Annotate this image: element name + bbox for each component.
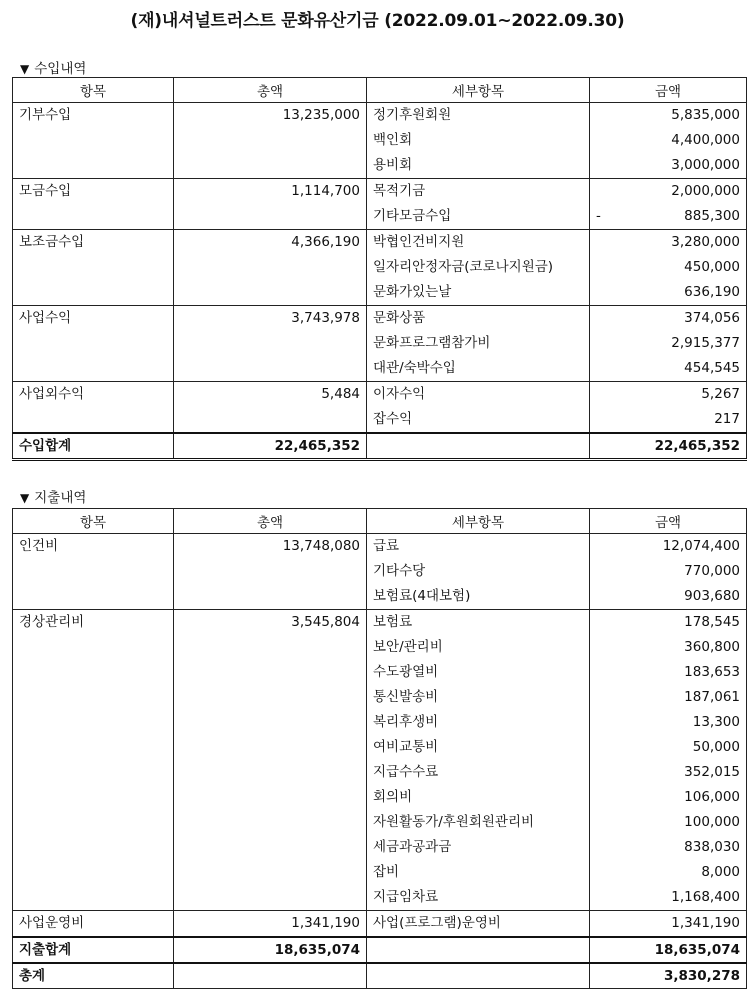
detail-name-cell: 보험료(4대보험)	[367, 584, 590, 610]
total-row	[13, 937, 747, 963]
item-name-cell: 경상관리비	[13, 610, 174, 636]
item-total-cell: 3,545,804	[174, 610, 367, 636]
detail-amount-cell	[590, 735, 747, 760]
item-name-cell	[13, 835, 174, 860]
detail-amount: 178,545	[684, 614, 740, 630]
table-row	[13, 710, 747, 735]
detail-amount: 903,680	[684, 588, 740, 604]
detail-name-cell: 용비회	[367, 153, 590, 179]
item-total-cell: 1,341,190	[174, 911, 367, 938]
detail-name-cell: 복리후생비	[367, 710, 590, 735]
item-name-cell	[13, 407, 174, 433]
detail-name-cell: 통신발송비	[367, 685, 590, 710]
detail-amount: 838,030	[684, 839, 740, 855]
detail-name-cell: 급료	[367, 534, 590, 560]
header-detail: 세부항목	[367, 509, 590, 534]
item-total-cell: 4,366,190	[174, 230, 367, 256]
item-name-cell: 보조금수입	[13, 230, 174, 256]
table-row	[13, 610, 747, 636]
total-sum: 18,635,074	[174, 937, 367, 963]
detail-name-cell: 문화가있는날	[367, 280, 590, 306]
item-total-cell	[174, 584, 367, 610]
detail-amount-cell	[590, 153, 747, 179]
expense-section-label	[20, 486, 86, 506]
table-row	[13, 660, 747, 685]
detail-amount-cell	[590, 760, 747, 785]
detail-amount-cell	[590, 128, 747, 153]
item-total-cell	[174, 685, 367, 710]
detail-amount: 217	[714, 411, 740, 427]
table-row	[13, 230, 747, 256]
detail-name-cell: 문화상품	[367, 306, 590, 332]
detail-name-cell: 잡비	[367, 860, 590, 885]
header-item: 항목	[13, 509, 174, 534]
item-name-cell: 기부수입	[13, 103, 174, 129]
detail-amount-cell	[590, 911, 747, 938]
detail-amount: 352,015	[684, 764, 740, 780]
table-row	[13, 559, 747, 584]
table-row	[13, 204, 747, 230]
detail-amount: 8,000	[701, 864, 740, 880]
table-row	[13, 128, 747, 153]
dash-mark: -	[596, 208, 601, 224]
detail-name-cell: 보안/관리비	[367, 635, 590, 660]
detail-amount-cell	[590, 306, 747, 332]
detail-amount-cell	[590, 331, 747, 356]
detail-amount-cell	[590, 810, 747, 835]
table-row	[13, 760, 747, 785]
expense-label: 지출내역	[34, 490, 87, 506]
detail-amount-cell	[590, 382, 747, 408]
item-name-cell: 인건비	[13, 534, 174, 560]
detail-amount: 187,061	[684, 689, 740, 705]
detail-name-cell: 박협인건비지원	[367, 230, 590, 256]
item-total-cell: 13,748,080	[174, 534, 367, 560]
total-detail-empty	[367, 433, 590, 460]
detail-amount: 5,835,000	[671, 107, 740, 123]
detail-name-cell: 자원활동가/후원회원관리비	[367, 810, 590, 835]
detail-amount: 450,000	[684, 259, 740, 275]
item-total-cell	[174, 331, 367, 356]
item-name-cell	[13, 810, 174, 835]
item-name-cell	[13, 153, 174, 179]
item-name-cell	[13, 785, 174, 810]
detail-amount-cell	[590, 610, 747, 636]
item-name-cell	[13, 685, 174, 710]
detail-amount-cell	[590, 660, 747, 685]
expense-table	[12, 508, 747, 989]
item-name-cell	[13, 885, 174, 911]
total-amount: 18,635,074	[590, 937, 747, 963]
item-name-cell	[13, 204, 174, 230]
item-total-cell	[174, 407, 367, 433]
item-name-cell	[13, 280, 174, 306]
table-row	[13, 885, 747, 911]
detail-amount: 50,000	[692, 739, 740, 755]
item-name-cell	[13, 128, 174, 153]
table-row	[13, 860, 747, 885]
header-amount: 금액	[590, 509, 747, 534]
detail-amount: 1,341,190	[671, 915, 740, 931]
item-total-cell	[174, 735, 367, 760]
item-name-cell	[13, 860, 174, 885]
detail-name-cell: 회의비	[367, 785, 590, 810]
item-name-cell	[13, 635, 174, 660]
detail-amount-cell	[590, 255, 747, 280]
header-total: 총액	[174, 509, 367, 534]
income-label: 수입내역	[34, 61, 87, 77]
triangle-down-icon: ▼	[20, 62, 30, 76]
detail-amount: 12,074,400	[662, 538, 740, 554]
detail-name-cell: 세금과공과금	[367, 835, 590, 860]
detail-name-cell: 지급임차료	[367, 885, 590, 911]
detail-amount: 2,000,000	[671, 183, 740, 199]
table-row	[13, 153, 747, 179]
detail-amount-cell	[590, 885, 747, 911]
income-section-label	[20, 57, 86, 77]
header-detail: 세부항목	[367, 78, 590, 103]
item-total-cell: 1,114,700	[174, 179, 367, 205]
detail-amount-cell	[590, 835, 747, 860]
item-total-cell	[174, 128, 367, 153]
detail-amount-cell	[590, 407, 747, 433]
detail-amount: 3,280,000	[671, 234, 740, 250]
item-total-cell	[174, 153, 367, 179]
detail-amount-cell	[590, 860, 747, 885]
detail-amount-cell	[590, 710, 747, 735]
triangle-down-icon: ▼	[20, 491, 30, 505]
item-total-cell	[174, 785, 367, 810]
detail-amount-cell	[590, 179, 747, 205]
detail-amount: 13,300	[692, 714, 740, 730]
item-name-cell	[13, 559, 174, 584]
table-row	[13, 635, 747, 660]
detail-name-cell: 잡수익	[367, 407, 590, 433]
item-total-cell	[174, 885, 367, 911]
detail-name-cell: 지급수수료	[367, 760, 590, 785]
total-amount: 22,465,352	[590, 433, 747, 460]
table-row	[13, 280, 747, 306]
detail-amount-cell	[590, 280, 747, 306]
item-total-cell	[174, 356, 367, 382]
income-header-row	[13, 78, 747, 103]
item-total-cell	[174, 280, 367, 306]
detail-name-cell: 정기후원회원	[367, 103, 590, 129]
detail-name-cell: 기타수당	[367, 559, 590, 584]
item-total-cell	[174, 660, 367, 685]
detail-name-cell: 기타모금수입	[367, 204, 590, 230]
detail-amount: 360,800	[684, 639, 740, 655]
item-total-cell: 5,484	[174, 382, 367, 408]
item-total-cell	[174, 635, 367, 660]
income-table	[12, 77, 747, 461]
detail-amount: 636,190	[684, 284, 740, 300]
detail-amount: 1,168,400	[671, 889, 740, 905]
detail-amount-cell	[590, 204, 747, 230]
header-amount: 금액	[590, 78, 747, 103]
total-label: 수입합계	[13, 433, 174, 460]
item-total-cell	[174, 835, 367, 860]
detail-amount: 2,915,377	[671, 335, 740, 351]
detail-amount-cell	[590, 534, 747, 560]
item-name-cell	[13, 660, 174, 685]
grand-total-amount: 3,830,278	[590, 963, 747, 989]
grand-total-row	[13, 963, 747, 989]
table-row	[13, 103, 747, 129]
table-row	[13, 382, 747, 408]
item-total-cell: 13,235,000	[174, 103, 367, 129]
detail-name-cell: 이자수익	[367, 382, 590, 408]
item-total-cell	[174, 810, 367, 835]
item-name-cell: 사업수익	[13, 306, 174, 332]
item-name-cell	[13, 356, 174, 382]
item-total-cell: 3,743,978	[174, 306, 367, 332]
table-row	[13, 179, 747, 205]
detail-amount: 5,267	[701, 386, 740, 402]
detail-name-cell: 대관/숙박수입	[367, 356, 590, 382]
detail-name-cell: 사업(프로그램)운영비	[367, 911, 590, 938]
detail-name-cell: 백인회	[367, 128, 590, 153]
item-name-cell	[13, 584, 174, 610]
detail-name-cell: 문화프로그램참가비	[367, 331, 590, 356]
detail-amount-cell	[590, 635, 747, 660]
total-label: 지출합계	[13, 937, 174, 963]
table-row	[13, 331, 747, 356]
header-total: 총액	[174, 78, 367, 103]
item-total-cell	[174, 559, 367, 584]
detail-amount: 454,545	[684, 360, 740, 376]
detail-amount: 100,000	[684, 814, 740, 830]
grand-detail-empty	[367, 963, 590, 989]
page-title: (재)내셔널트러스트 문화유산기금 (2022.09.01~2022.09.30)	[130, 11, 625, 31]
table-row	[13, 356, 747, 382]
detail-name-cell: 보험료	[367, 610, 590, 636]
total-row	[13, 433, 747, 460]
item-name-cell: 모금수입	[13, 179, 174, 205]
detail-amount: 4,400,000	[671, 132, 740, 148]
table-row	[13, 685, 747, 710]
detail-amount-cell	[590, 584, 747, 610]
item-total-cell	[174, 710, 367, 735]
item-total-cell	[174, 255, 367, 280]
expense-header-row	[13, 509, 747, 534]
total-sum: 22,465,352	[174, 433, 367, 460]
item-name-cell	[13, 760, 174, 785]
detail-amount-cell	[590, 685, 747, 710]
table-row	[13, 584, 747, 610]
table-row	[13, 407, 747, 433]
header-item: 항목	[13, 78, 174, 103]
item-total-cell	[174, 204, 367, 230]
detail-amount: 183,653	[684, 664, 740, 680]
detail-amount: 106,000	[684, 789, 740, 805]
table-row	[13, 810, 747, 835]
detail-name-cell: 여비교통비	[367, 735, 590, 760]
detail-amount-cell	[590, 785, 747, 810]
item-total-cell	[174, 760, 367, 785]
detail-amount: 770,000	[684, 563, 740, 579]
table-row	[13, 835, 747, 860]
item-name-cell	[13, 735, 174, 760]
table-row	[13, 255, 747, 280]
detail-name-cell: 수도광열비	[367, 660, 590, 685]
detail-amount-cell	[590, 356, 747, 382]
item-name-cell	[13, 710, 174, 735]
table-row	[13, 735, 747, 760]
total-detail-empty	[367, 937, 590, 963]
detail-amount: 3,000,000	[671, 157, 740, 173]
grand-total-empty	[174, 963, 367, 989]
item-name-cell	[13, 255, 174, 280]
detail-amount-cell	[590, 230, 747, 256]
detail-name-cell: 일자리안정자금(코로나지원금)	[367, 255, 590, 280]
item-name-cell	[13, 331, 174, 356]
table-row	[13, 306, 747, 332]
detail-amount: 374,056	[684, 310, 740, 326]
table-row	[13, 534, 747, 560]
table-row	[13, 785, 747, 810]
detail-amount-cell	[590, 103, 747, 129]
item-name-cell: 사업외수익	[13, 382, 174, 408]
item-total-cell	[174, 860, 367, 885]
table-row	[13, 911, 747, 938]
grand-total-label: 총계	[13, 963, 174, 989]
detail-amount-cell	[590, 559, 747, 584]
detail-amount: 885,300	[684, 208, 740, 224]
item-name-cell: 사업운영비	[13, 911, 174, 938]
detail-name-cell: 목적기금	[367, 179, 590, 205]
